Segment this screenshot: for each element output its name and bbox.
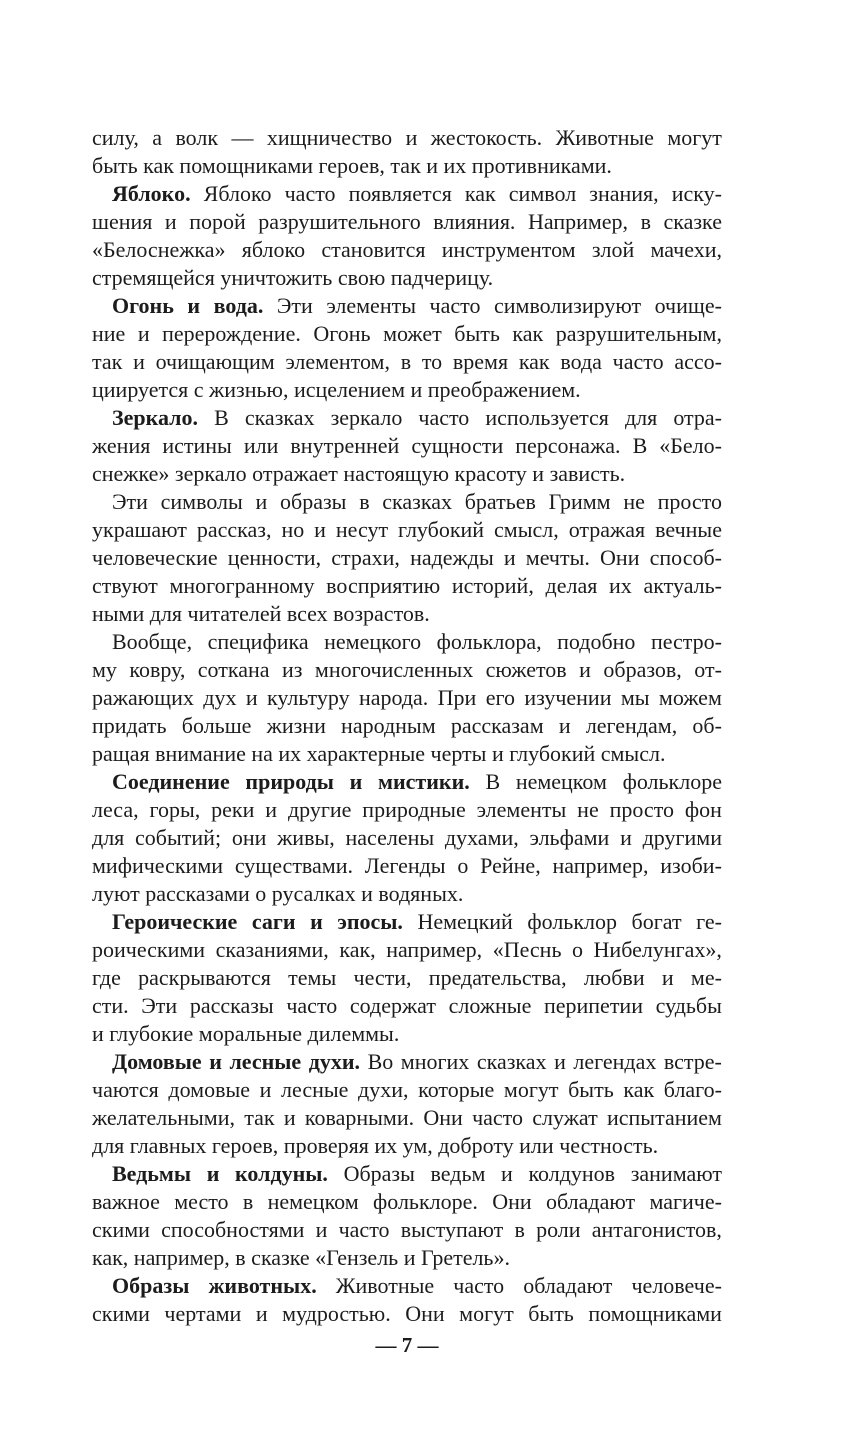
text-line: шения и порой разрушительного влияния. Например, в сказке [92, 209, 722, 234]
text-line: где раскрываются темы чести, предательства, любви и ме- [92, 965, 722, 990]
text-line: человеческие ценности, страхи, надежды и мечты. Они способ- [92, 545, 722, 570]
text-line: ными для читателей всех возрастов. [92, 601, 430, 626]
text-line: скими чертами и мудростью. Они могут быть помощниками [92, 1301, 722, 1326]
text-line: ражающих дух и культуру народа. При его изучении мы можем [92, 685, 722, 710]
text-line: придать больше жизни народным рассказам и легендам, об- [92, 713, 722, 738]
text-line: стремящейся уничтожить свою падчерицу. [92, 265, 494, 290]
text-line: и глубокие моральные дилеммы. [92, 1021, 400, 1046]
text-line: для главных героев, проверяя их ум, доброту или честность. [92, 1133, 659, 1158]
text-line: мифическими существами. Легенды о Рейне, например, изоби- [92, 853, 722, 878]
text-line: жения истины или внутренней сущности персонажа. В «Бело- [92, 433, 722, 458]
text-line: украшают рассказ, но и несут глубокий смысл, отражая вечные [92, 517, 722, 542]
text-line: так и очищающим элементом, в то время как вода часто ассо- [92, 349, 722, 374]
text-line: Эти символы и образы в сказках братьев Гримм не просто [112, 489, 722, 514]
text-line: леса, горы, реки и другие природные элементы не просто фон [92, 797, 722, 822]
text-line: силу, а волк — хищничество и жестокость. Животные могут [92, 125, 722, 150]
text-line: быть как помощниками героев, так и их противниками. [92, 153, 612, 178]
text-line: му ковру, соткана из многочисленных сюжетов и образов, от- [92, 657, 722, 682]
text-line: ращая внимание на их характерные черты и глубокий смысл. [92, 741, 666, 766]
text-line: Героические саги и эпосы. Немецкий фольклор богат ге- [112, 909, 722, 934]
text-line: скими способностями и часто выступают в роли антагонистов, [92, 1217, 722, 1242]
text-line: луют рассказами о русалках и водяных. [92, 881, 464, 906]
text-line: как, например, в сказке «Гензель и Гретель». [92, 1245, 510, 1270]
text-line: циируется с жизнью, исцелением и преображением. [92, 377, 581, 402]
text-line: «Белоснежка» яблоко становится инструментом злой мачехи, [92, 237, 722, 262]
text-line: ствуют многогранному восприятию историй, делая их актуаль- [92, 573, 722, 598]
text-line: чаются домовые и лесные духи, которые могут быть как благо- [92, 1077, 722, 1102]
text-line: Яблоко. Яблоко часто появляется как символ знания, иску- [112, 181, 722, 206]
text-line: желательными, так и коварными. Они часто служат испытанием [92, 1105, 722, 1130]
text-line: Зеркало. В сказках зеркало часто используется для отра- [112, 405, 722, 430]
page-footer [92, 1331, 722, 1359]
text-line: Образы животных. Животные часто обладают человече- [112, 1273, 722, 1298]
page-text [92, 124, 722, 1328]
text-line: Огонь и вода. Эти элементы часто символизируют очище- [112, 293, 722, 318]
page-number: — 7 — [375, 1333, 439, 1357]
text-line: Соединение природы и мистики. В немецком фольклоре [112, 769, 722, 794]
text-line: снежке» зеркало отражает настоящую красоту и зависть. [92, 461, 626, 486]
text-line: Ведьмы и колдуны. Образы ведьм и колдунов занимают [112, 1161, 722, 1186]
text-line: для событий; они живы, населены духами, эльфами и другими [92, 825, 722, 850]
text-line: сти. Эти рассказы часто содержат сложные перипетии судьбы [92, 993, 722, 1018]
text-line: Вообще, специфика немецкого фольклора, подобно пестро- [112, 629, 722, 654]
text-line: важное место в немецком фольклоре. Они обладают магиче- [92, 1189, 722, 1214]
text-line: Домовые и лесные духи. Во многих сказках и легендах встре- [112, 1049, 722, 1074]
text-line: ние и перерождение. Огонь может быть как разрушительным, [92, 321, 722, 346]
text-line: роическими сказаниями, как, например, «Песнь о Нибелунгах», [92, 937, 722, 962]
